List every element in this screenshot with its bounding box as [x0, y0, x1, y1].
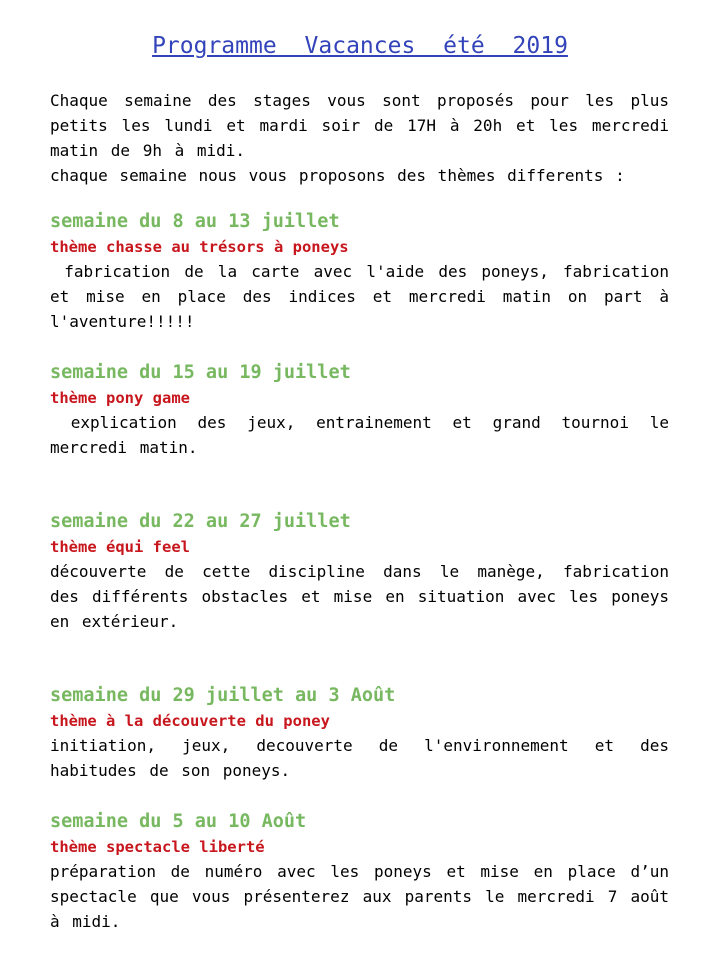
week-heading: semaine du 5 au 10 Août [50, 811, 307, 832]
intro-paragraph: Chaque semaine des stages vous sont proposés pour les plus petits les lundi et mardi soir de 17H à 20h et les mercredi matin de 9h à midi. [50, 91, 669, 160]
week-section-2 [50, 360, 682, 460]
week-heading: semaine du 29 juillet au 3 Août [50, 685, 396, 706]
theme-heading: thème chasse au trésors à poneys [50, 238, 349, 256]
theme-description: initiation, jeux, decouverte de l'environnement et des habitudes de son poneys. [50, 736, 669, 780]
week-heading: semaine du 8 au 13 juillet [50, 211, 340, 232]
theme-heading: thème spectacle liberté [50, 838, 265, 856]
theme-description: fabrication de la carte avec l'aide des poneys, fabrication et mise en place des indices et mercredi matin on part à l'aventure!!!!! [50, 262, 682, 331]
page-title: Programme Vacances été 2019 [152, 33, 568, 59]
week-section-3 [50, 509, 669, 634]
week-section-4 [50, 683, 669, 783]
intro-themes-line: chaque semaine nous vous proposons des thèmes differents : [50, 166, 625, 185]
theme-description: préparation de numéro avec les poneys et mise en place d’un spectacle que vous présenterez aux parents le mercredi 7 août à midi. [50, 862, 669, 931]
theme-heading: thème équi feel [50, 538, 190, 556]
theme-heading: thème pony game [50, 389, 190, 407]
week-section-1 [50, 209, 682, 334]
week-section-5 [50, 809, 669, 934]
theme-heading: thème à la découverte du poney [50, 712, 330, 730]
theme-description: découverte de cette discipline dans le manège, fabrication des différents obstacles et mise en situation avec les poneys en extérieur. [50, 562, 669, 631]
week-heading: semaine du 15 au 19 juillet [50, 362, 351, 383]
theme-description: explication des jeux, entrainement et grand tournoi le mercredi matin. [50, 413, 682, 457]
week-heading: semaine du 22 au 27 juillet [50, 511, 351, 532]
